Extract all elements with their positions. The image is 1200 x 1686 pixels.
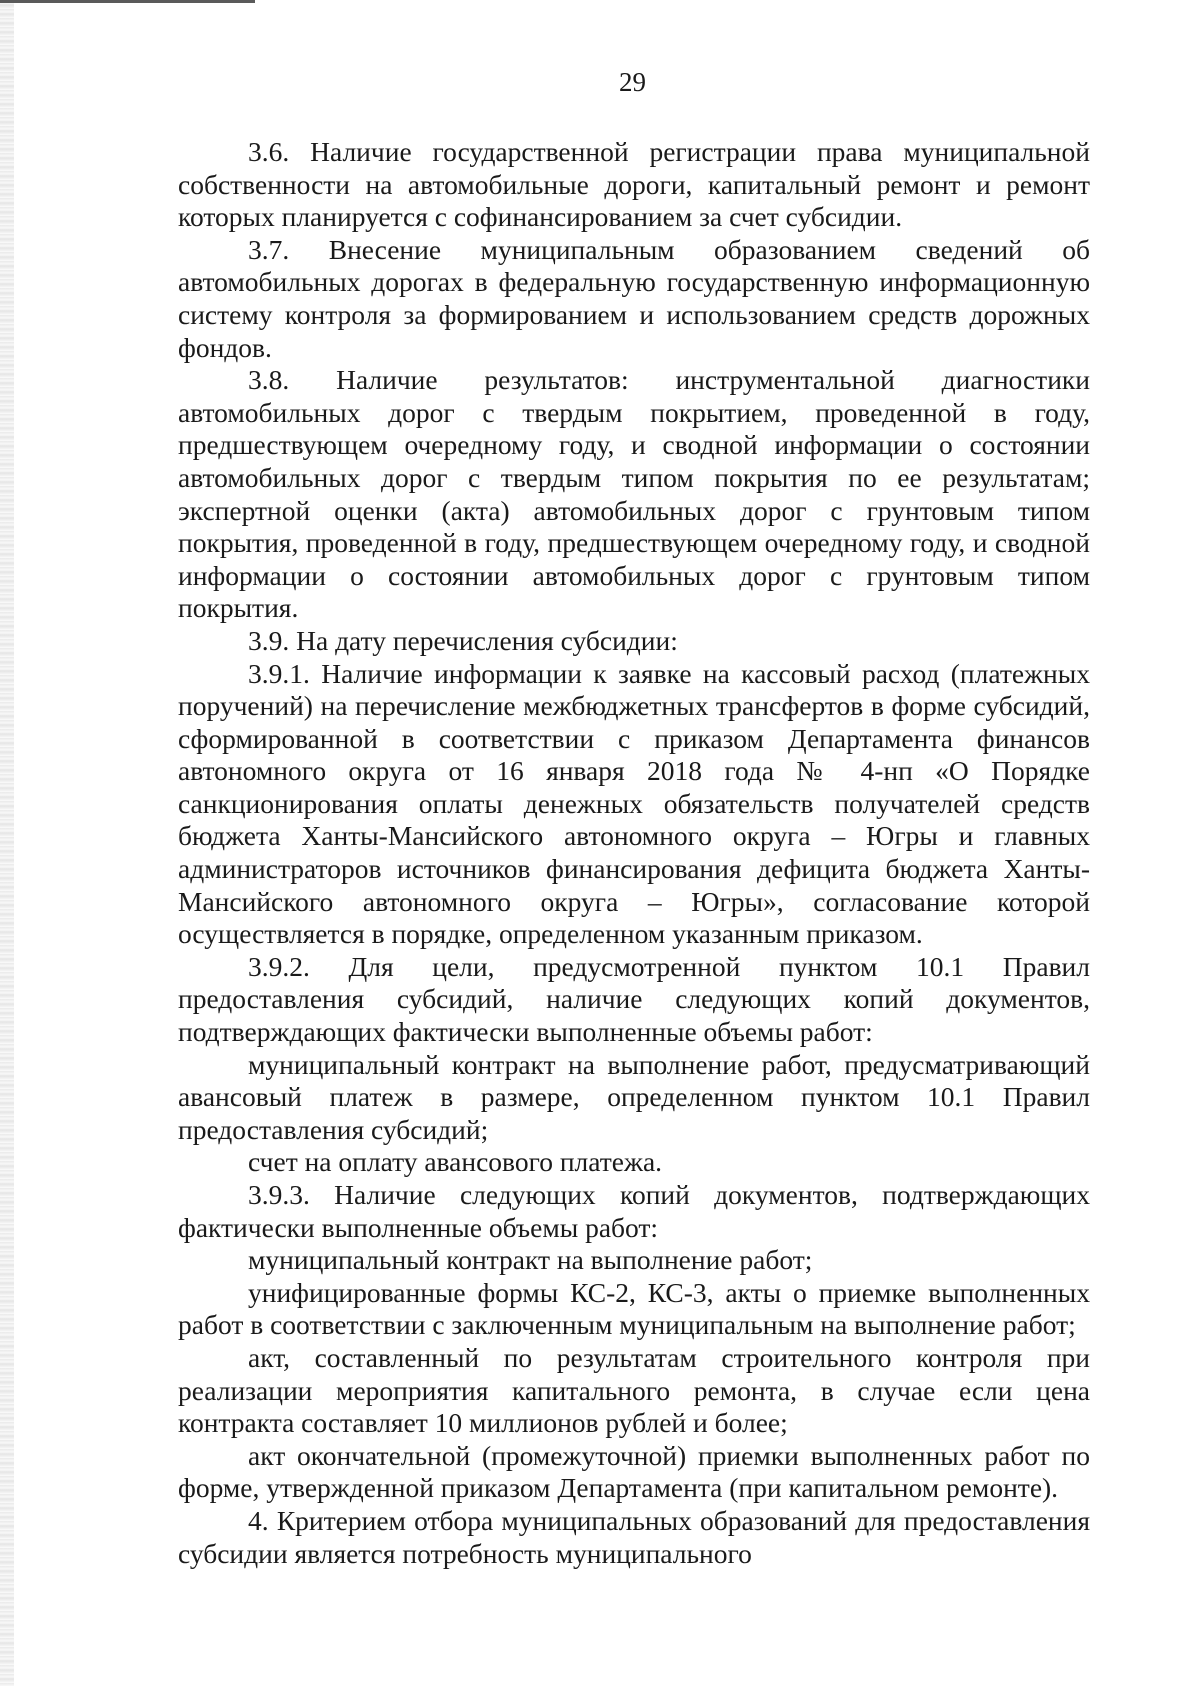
list-item-acceptance-act: акт окончательной (промежуточной) приемки выполненных работ по форме, утвержденной приказом Департамента (при капитальном ремонте). (178, 1439, 1090, 1504)
paragraph-3-9-2: 3.9.2. Для цели, предусмотренной пунктом 10.1 Правил предоставления субсидий, наличие следующих копий документов, подтверждающих фактически выполненные объемы работ: (178, 950, 1090, 1048)
paragraph-3-9-1: 3.9.1. Наличие информации к заявке на кассовый расход (платежных поручений) на перечисление межбюджетных трансфертов в форме субсидий, сформированной в соответствии с приказом Департамента финансов автономного округа от 16 января 2018 года № 4-нп «О Порядке санкционирования оплаты денежных обязательств получателей средств бюджета Ханты-Мансийского автономного округа – Югры и главных администраторов источников финансирования дефицита бюджета Ханты-Мансийского автономного округа – Югры», согласование которой осуществляется в порядке, определенном указанным приказом. (178, 657, 1090, 950)
paragraph-3-7: 3.7. Внесение муниципальным образованием сведений об автомобильных дорогах в федеральную государственную информационную систему контроля за формированием и использованием средств дорожных фондов. (178, 233, 1090, 363)
list-item-contract: муниципальный контракт на выполнение работ; (248, 1244, 813, 1276)
list-item-contract-advance: муниципальный контракт на выполнение работ, предусматривающий авансовый платеж в размере, определенном пунктом 10.1 Правил предоставления субсидий; (178, 1048, 1090, 1145)
paragraph-3-9: 3.9. На дату перечисления субсидии: (248, 624, 678, 656)
list-item-control-act: акт, составленный по результатам строительного контроля при реализации мероприятия капитального ремонта, в случае если цена контракта составляет 10 миллионов рублей и более; (178, 1341, 1090, 1439)
paragraph-3-8: 3.8. Наличие результатов: инструментальной диагностики автомобильных дорог с твердым покрытием, проведенной в году, предшествующем очередному году, и сводной информации о состоянии автомобильных дорог с твердым типом покрытия по ее результатам; экспертной оценки (акта) автомобильных дорог с грунтовым типом покрытия, проведенной в году, предшествующем очередному году, и сводной информации о состоянии автомобильных дорог с грунтовым типом покрытия. (178, 364, 1090, 624)
paragraph-3-9-3: 3.9.3. Наличие следующих копий документов, подтверждающих фактически выполненные объемы работ: (178, 1179, 1090, 1243)
document-body (178, 136, 1090, 1570)
page-number: 29 (619, 67, 646, 97)
paragraph-3-6: 3.6. Наличие государственной регистрации права муниципальной собственности на автомобильные дороги, капитальный ремонт и ремонт которых планируется с софинансированием за счет субсидии. (178, 136, 1090, 233)
scan-top-rule (0, 0, 255, 3)
paragraph-4: 4. Критерием отбора муниципальных образований для предоставления субсидии является потребность муниципального (178, 1504, 1090, 1569)
list-item-invoice: счет на оплату авансового платежа. (248, 1146, 663, 1178)
list-item-unified-forms: унифицированные формы КС-2, КС-3, акты о приемке выполненных работ в соответствии с заключенным муниципальным на выполнение работ; (178, 1276, 1090, 1341)
scan-edge (0, 0, 14, 1686)
